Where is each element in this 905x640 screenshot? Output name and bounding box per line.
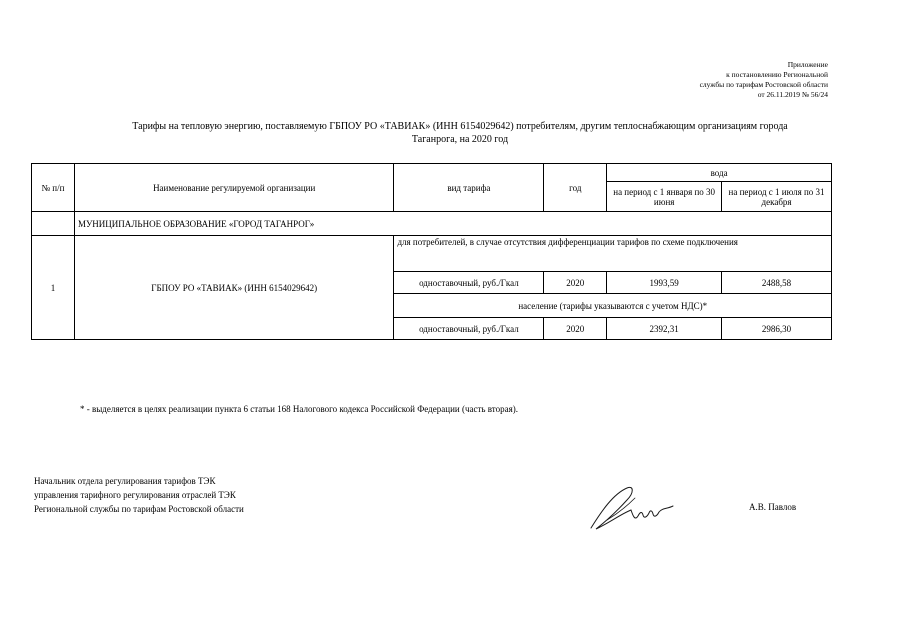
row1-tariff-type: одноставочный, руб./Гкал (394, 272, 544, 294)
title-line-2: Таганрога, на 2020 год (411, 134, 509, 145)
row-number: 1 (32, 236, 75, 340)
appendix-line-2: к постановлению Региональной (726, 70, 828, 79)
row2-period-1: 2392,31 (607, 318, 722, 340)
footnote: * - выделяется в целях реализации пункта 6 статьи 168 Налогового кодекса Российской Федерации (часть вторая). (80, 404, 518, 414)
handwritten-signature-icon (587, 484, 677, 534)
header-period-1: на период с 1 января по 30 июня (607, 182, 722, 212)
title-line-1: Тарифы на тепловую энергию, поставляемую ГБПОУ РО «ТАВИАК» (ИНН 6154029642) потребителям, другим теплоснабжающим организациям города (132, 121, 788, 132)
header-num: № п/п (32, 164, 75, 212)
row1-period-2: 2488,58 (722, 272, 832, 294)
signatory-line-1: Начальник отдела регулирования тарифов ТЭК (34, 476, 216, 486)
municipality-blank-cell (32, 212, 75, 236)
header-water: вода (607, 164, 832, 182)
tariff-table (31, 163, 832, 340)
row1-period-1: 1993,59 (607, 272, 722, 294)
org-name: ГБПОУ РО «ТАВИАК» (ИНН 6154029642) (74, 236, 394, 340)
signatory-line-2: управления тарифного регулирования отраслей ТЭК (34, 490, 236, 500)
header-org: Наименование регулируемой организации (74, 164, 394, 212)
header-year: год (544, 164, 607, 212)
section-consumers: для потребителей, в случае отсутствия дифференциации тарифов по схеме подключения (394, 236, 832, 272)
header-tariff-type: вид тарифа (394, 164, 544, 212)
signatory-position (34, 474, 244, 516)
row2-period-2: 2986,30 (722, 318, 832, 340)
signatory-line-3: Региональной службы по тарифам Ростовской области (34, 504, 244, 514)
header-period-2: на период с 1 июля по 31 декабря (722, 182, 832, 212)
row2-year: 2020 (544, 318, 607, 340)
appendix-line-3: службы по тарифам Ростовской области (699, 80, 828, 89)
section-population: население (тарифы указываются с учетом НДС)* (394, 294, 832, 318)
document-title (30, 120, 890, 146)
municipality-row: МУНИЦИПАЛЬНОЕ ОБРАЗОВАНИЕ «ГОРОД ТАГАНРОГ» (74, 212, 831, 236)
signatory-name: А.В. Павлов (749, 502, 797, 512)
row2-tariff-type: одноставочный, руб./Гкал (394, 318, 544, 340)
row1-year: 2020 (544, 272, 607, 294)
appendix-note (700, 60, 828, 100)
appendix-line-1: Приложение (787, 60, 828, 69)
appendix-line-4: от 26.11.2019 № 56/24 (757, 90, 828, 99)
